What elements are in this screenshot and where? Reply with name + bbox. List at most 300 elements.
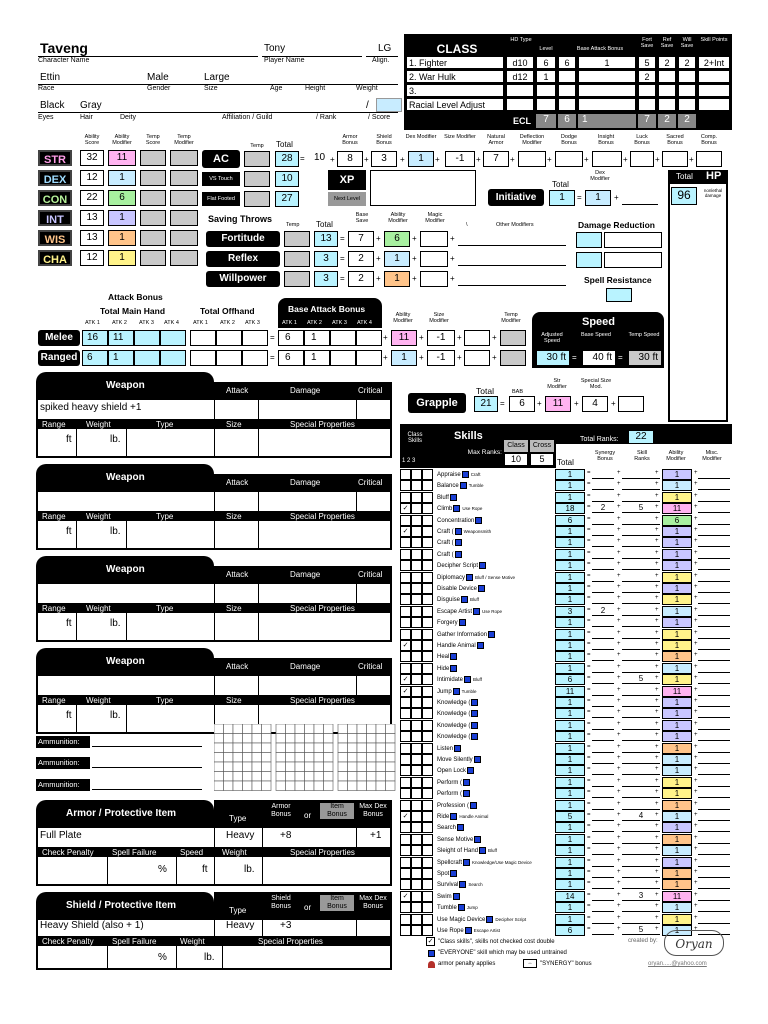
skill-class-check-2[interactable] (411, 674, 422, 685)
skill-misc[interactable] (698, 914, 730, 924)
skill-class-check-2[interactable] (411, 526, 422, 537)
skill-class-check-3[interactable] (422, 708, 433, 719)
save-reflex-base[interactable]: 2 (348, 251, 374, 267)
skill-total[interactable]: 1 (555, 788, 585, 799)
skill-class-check-2[interactable] (411, 617, 422, 628)
save-reflex-total[interactable]: 3 (314, 251, 338, 267)
skill-total[interactable]: 1 (555, 731, 585, 742)
skill-total[interactable]: 1 (555, 879, 585, 890)
class-row-bab1[interactable] (558, 70, 576, 83)
ranged-main-atk1[interactable]: 6 (82, 350, 108, 366)
melee-main-atk2[interactable]: 11 (108, 330, 134, 346)
skill-synergy[interactable] (592, 663, 614, 673)
skill-synergy[interactable] (592, 469, 614, 479)
skill-total[interactable]: 1 (555, 526, 585, 537)
skill-misc[interactable] (698, 640, 730, 650)
skill-total[interactable]: 1 (555, 537, 585, 548)
skill-class-check-3[interactable] (422, 754, 433, 765)
skill-class-check-1[interactable] (400, 708, 411, 719)
skill-class-check-3[interactable] (422, 503, 433, 514)
ac-deflection[interactable] (518, 151, 546, 167)
skill-misc[interactable] (698, 526, 730, 536)
hp-value[interactable]: 96 (671, 187, 697, 205)
skill-total[interactable]: 1 (555, 697, 585, 708)
skill-class-check-1[interactable] (400, 583, 411, 594)
skill-class-check-1[interactable] (400, 800, 411, 811)
skill-synergy[interactable] (592, 526, 614, 536)
skill-class-check-1[interactable]: ✓ (400, 811, 411, 822)
skill-total[interactable]: 1 (555, 549, 585, 560)
skill-class-check-2[interactable] (411, 583, 422, 594)
skill-misc[interactable] (698, 503, 730, 513)
ranged-off-atk3[interactable] (242, 350, 268, 366)
skill-class-check-2[interactable] (411, 594, 422, 605)
class-row-will[interactable] (678, 70, 696, 83)
skill-class-check-3[interactable] (422, 777, 433, 788)
class-row-bab1[interactable]: 6 (558, 56, 576, 69)
class-row-fort[interactable] (638, 84, 656, 97)
skill-class-check-3[interactable] (422, 857, 433, 868)
melee-ability[interactable]: 11 (391, 330, 417, 346)
skill-class-check-1[interactable] (400, 902, 411, 913)
skill-synergy[interactable] (592, 800, 614, 810)
skill-ability-mod[interactable]: 1 (662, 480, 692, 491)
skill-total[interactable]: 11 (555, 686, 585, 697)
skill-class-check-1[interactable] (400, 879, 411, 890)
spell-resistance-field[interactable] (606, 288, 632, 302)
skill-class-check-2[interactable] (411, 503, 422, 514)
skill-ability-mod[interactable]: 1 (662, 708, 692, 719)
skill-misc[interactable] (698, 811, 730, 821)
skill-class-check-2[interactable] (411, 845, 422, 856)
base-speed[interactable] (582, 350, 616, 366)
skill-ability-mod[interactable]: 1 (662, 651, 692, 662)
skill-class-check-2[interactable] (411, 663, 422, 674)
skill-synergy[interactable] (592, 925, 614, 935)
skill-ranks[interactable]: 5 (622, 503, 660, 513)
skill-synergy[interactable] (592, 572, 614, 582)
skill-class-check-2[interactable] (411, 469, 422, 480)
skill-class-check-3[interactable] (422, 651, 433, 662)
melee-off-atk1[interactable] (190, 330, 216, 346)
ac-flat-temp[interactable] (244, 191, 270, 207)
skill-class-check-3[interactable] (422, 526, 433, 537)
skill-misc[interactable] (698, 560, 730, 570)
skill-synergy[interactable] (592, 720, 614, 730)
skill-total[interactable]: 1 (555, 480, 585, 491)
melee-bab3[interactable] (330, 330, 356, 346)
skill-ability-mod[interactable]: 1 (662, 617, 692, 628)
skill-class-check-1[interactable] (400, 537, 411, 548)
save-willpower-other[interactable] (458, 285, 566, 286)
skill-ability-mod[interactable]: 1 (662, 629, 692, 640)
ac-dodge[interactable] (555, 151, 583, 167)
skill-class-check-1[interactable] (400, 834, 411, 845)
ac-armor[interactable]: 8 (337, 151, 363, 167)
skill-class-check-3[interactable] (422, 697, 433, 708)
skill-synergy[interactable] (592, 640, 614, 650)
ac-comp[interactable] (696, 151, 722, 167)
skill-total[interactable]: 1 (555, 800, 585, 811)
skill-misc[interactable] (698, 708, 730, 718)
ability-wis-score[interactable]: 13 (80, 230, 104, 246)
skill-class-check-1[interactable] (400, 560, 411, 571)
class-row-will[interactable] (678, 98, 696, 111)
skill-total[interactable]: 1 (555, 651, 585, 662)
skill-class-check-2[interactable] (411, 743, 422, 754)
skill-synergy[interactable] (592, 845, 614, 855)
skill-class-check-3[interactable] (422, 674, 433, 685)
save-willpower-total[interactable]: 3 (314, 271, 338, 287)
ranged-bab4[interactable] (356, 350, 382, 366)
xp-field[interactable] (370, 170, 476, 206)
skill-class-check-1[interactable] (400, 594, 411, 605)
skill-class-check-1[interactable]: ✓ (400, 640, 411, 651)
skill-ability-mod[interactable]: 1 (662, 720, 692, 731)
save-reflex-temp[interactable] (284, 251, 310, 267)
skill-ability-mod[interactable]: 1 (662, 526, 692, 537)
ability-wis-mod[interactable]: 1 (108, 230, 136, 246)
skill-class-check-2[interactable] (411, 686, 422, 697)
skill-synergy[interactable] (592, 583, 614, 593)
ammo-field-3[interactable] (92, 789, 202, 790)
skill-synergy[interactable] (592, 686, 614, 696)
skill-class-check-2[interactable] (411, 800, 422, 811)
skill-class-check-1[interactable]: ✓ (400, 891, 411, 902)
skill-total[interactable]: 1 (555, 492, 585, 503)
character-name[interactable]: Taveng (40, 40, 88, 56)
skill-class-check-1[interactable] (400, 731, 411, 742)
class-max-ranks[interactable]: 10 (504, 453, 528, 466)
class-row-skill[interactable] (698, 98, 730, 111)
skill-class-check-3[interactable] (422, 765, 433, 776)
skill-misc[interactable] (698, 651, 730, 661)
class-row-skill[interactable]: 2+Int (698, 56, 730, 69)
skill-synergy[interactable] (592, 857, 614, 867)
skill-misc[interactable] (698, 731, 730, 741)
skill-ability-mod[interactable]: 1 (662, 777, 692, 788)
hair[interactable]: Gray (80, 100, 102, 111)
skill-class-check-2[interactable] (411, 914, 422, 925)
melee-main-atk3[interactable] (134, 330, 160, 346)
skill-class-check-1[interactable] (400, 720, 411, 731)
skill-class-check-2[interactable] (411, 834, 422, 845)
skill-ability-mod[interactable]: 1 (662, 925, 692, 936)
ranged-ability[interactable]: 1 (391, 350, 417, 366)
save-fortitude-magic[interactable] (420, 231, 448, 247)
class-row-hd[interactable]: d10 (506, 56, 534, 69)
skill-total[interactable]: 1 (555, 914, 585, 925)
skill-class-check-3[interactable] (422, 868, 433, 879)
class-row-ref[interactable] (658, 98, 676, 111)
skill-total[interactable]: 1 (555, 640, 585, 651)
skill-ability-mod[interactable]: 1 (662, 606, 692, 617)
skill-ability-mod[interactable]: 1 (662, 492, 692, 503)
skill-synergy[interactable] (592, 788, 614, 798)
skill-class-check-2[interactable] (411, 857, 422, 868)
ranged-main-atk4[interactable] (160, 350, 186, 366)
ability-cha-temp-score[interactable] (140, 250, 166, 266)
skill-total[interactable]: 1 (555, 629, 585, 640)
ranged-size[interactable]: -1 (427, 350, 455, 366)
class-row-name[interactable]: 1. Fighter (406, 56, 504, 69)
skill-ability-mod[interactable]: 1 (662, 594, 692, 605)
ranged-bab1[interactable]: 6 (278, 350, 304, 366)
skill-class-check-3[interactable] (422, 834, 433, 845)
skill-synergy[interactable] (592, 492, 614, 502)
save-reflex-other[interactable] (458, 265, 566, 266)
ability-con-mod[interactable]: 6 (108, 190, 136, 206)
ac-natural[interactable]: 7 (483, 151, 509, 167)
skill-misc[interactable] (698, 754, 730, 764)
ac-insight[interactable] (592, 151, 622, 167)
skill-class-check-3[interactable] (422, 594, 433, 605)
skill-total[interactable]: 1 (555, 572, 585, 583)
skill-class-check-3[interactable] (422, 811, 433, 822)
skill-synergy[interactable] (592, 891, 614, 901)
skill-class-check-2[interactable] (411, 537, 422, 548)
ranged-misc[interactable] (464, 350, 490, 366)
skill-class-check-3[interactable] (422, 788, 433, 799)
race[interactable]: Ettin (40, 72, 61, 83)
ability-str-temp-mod[interactable] (170, 150, 198, 166)
class-row-bab2[interactable] (578, 84, 636, 97)
save-willpower-ability[interactable]: 1 (384, 271, 410, 287)
skill-total[interactable]: 1 (555, 777, 585, 788)
save-fortitude-temp[interactable] (284, 231, 310, 247)
skill-class-check-2[interactable] (411, 891, 422, 902)
skill-ability-mod[interactable]: 11 (662, 891, 692, 902)
ability-con-temp-score[interactable] (140, 190, 166, 206)
total-ranks[interactable]: 22 (628, 430, 654, 444)
skill-ability-mod[interactable]: 1 (662, 537, 692, 548)
skill-class-check-3[interactable] (422, 515, 433, 526)
ability-str-temp-score[interactable] (140, 150, 166, 166)
skill-misc[interactable] (698, 617, 730, 627)
initiative-dex[interactable]: 1 (585, 190, 611, 206)
skill-synergy[interactable] (592, 651, 614, 661)
skill-class-check-1[interactable] (400, 914, 411, 925)
skill-misc[interactable] (698, 480, 730, 490)
skill-ability-mod[interactable]: 1 (662, 560, 692, 571)
skill-ranks[interactable]: 3 (622, 891, 660, 901)
skill-misc[interactable] (698, 594, 730, 604)
skill-ranks[interactable]: 5 (622, 674, 660, 684)
size[interactable]: Large (204, 72, 230, 83)
skill-ability-mod[interactable]: 1 (662, 697, 692, 708)
class-row-bab1[interactable] (558, 84, 576, 97)
skill-class-check-1[interactable] (400, 663, 411, 674)
skill-class-check-3[interactable] (422, 663, 433, 674)
skill-synergy[interactable] (592, 594, 614, 604)
skill-total[interactable]: 1 (555, 822, 585, 833)
skill-class-check-1[interactable] (400, 754, 411, 765)
skill-class-check-3[interactable] (422, 822, 433, 833)
skill-class-check-2[interactable] (411, 811, 422, 822)
skill-class-check-1[interactable]: ✓ (400, 686, 411, 697)
save-willpower-magic[interactable] (420, 271, 448, 287)
skill-total[interactable]: 5 (555, 811, 585, 822)
skill-class-check-1[interactable]: ✓ (400, 503, 411, 514)
grapple-size[interactable]: 4 (582, 396, 608, 412)
skill-misc[interactable] (698, 788, 730, 798)
ac-dex[interactable]: 1 (408, 151, 434, 167)
skill-class-check-1[interactable] (400, 606, 411, 617)
grapple-total[interactable]: 21 (474, 396, 498, 412)
skill-class-check-1[interactable] (400, 480, 411, 491)
skill-ability-mod[interactable]: 1 (662, 834, 692, 845)
skill-class-check-2[interactable] (411, 868, 422, 879)
skill-misc[interactable] (698, 549, 730, 559)
skill-synergy[interactable]: 2 (592, 606, 614, 616)
skill-class-check-3[interactable] (422, 560, 433, 571)
skill-synergy[interactable] (592, 674, 614, 684)
skill-total[interactable]: 1 (555, 743, 585, 754)
melee-bab1[interactable]: 6 (278, 330, 304, 346)
class-row-level[interactable] (536, 84, 556, 97)
skill-class-check-2[interactable] (411, 492, 422, 503)
ranged-temp[interactable] (500, 350, 526, 366)
ranged-main-atk2[interactable]: 1 (108, 350, 134, 366)
ability-dex-score[interactable]: 12 (80, 170, 104, 186)
skill-misc[interactable] (698, 583, 730, 593)
skill-synergy[interactable] (592, 777, 614, 787)
skill-synergy[interactable] (592, 822, 614, 832)
skill-ability-mod[interactable]: 1 (662, 902, 692, 913)
skill-class-check-1[interactable] (400, 857, 411, 868)
skill-misc[interactable] (698, 674, 730, 684)
armor-name[interactable]: Full Plate (40, 830, 82, 841)
email-link[interactable]: oryan.....@yahoo.com (648, 961, 707, 967)
skill-class-check-3[interactable] (422, 743, 433, 754)
skill-total[interactable]: 1 (555, 617, 585, 628)
skill-synergy[interactable] (592, 629, 614, 639)
skill-class-check-2[interactable] (411, 697, 422, 708)
skill-ability-mod[interactable]: 1 (662, 549, 692, 560)
ability-str-mod[interactable]: 11 (108, 150, 136, 166)
skill-synergy[interactable] (592, 697, 614, 707)
skill-class-check-3[interactable] (422, 845, 433, 856)
ability-cha-mod[interactable]: 1 (108, 250, 136, 266)
dr-value-2[interactable] (576, 252, 602, 268)
skill-class-check-2[interactable] (411, 902, 422, 913)
melee-off-atk2[interactable] (216, 330, 242, 346)
skill-ability-mod[interactable]: 1 (662, 469, 692, 480)
skill-misc[interactable] (698, 834, 730, 844)
initiative-misc[interactable] (622, 204, 658, 205)
gender[interactable]: Male (147, 72, 169, 83)
melee-misc[interactable] (464, 330, 490, 346)
ability-dex-temp-score[interactable] (140, 170, 166, 186)
skill-class-check-2[interactable] (411, 708, 422, 719)
skill-class-check-3[interactable] (422, 606, 433, 617)
skill-class-check-3[interactable] (422, 549, 433, 560)
skill-class-check-2[interactable] (411, 629, 422, 640)
skill-total[interactable]: 1 (555, 583, 585, 594)
skill-synergy[interactable] (592, 708, 614, 718)
ac-temp-field[interactable] (244, 151, 270, 167)
class-row-hd[interactable] (506, 84, 534, 97)
save-reflex-ability[interactable]: 1 (384, 251, 410, 267)
grapple-misc[interactable] (618, 396, 644, 412)
ac-luck[interactable] (630, 151, 654, 167)
class-row-skill[interactable] (698, 84, 730, 97)
skill-total[interactable]: 14 (555, 891, 585, 902)
skill-class-check-1[interactable] (400, 651, 411, 662)
skill-misc[interactable] (698, 800, 730, 810)
skill-ability-mod[interactable]: 1 (662, 845, 692, 856)
skill-ability-mod[interactable]: 11 (662, 503, 692, 514)
skill-total[interactable]: 6 (555, 515, 585, 526)
ability-dex-mod[interactable]: 1 (108, 170, 136, 186)
skill-class-check-3[interactable] (422, 686, 433, 697)
skill-class-check-3[interactable] (422, 731, 433, 742)
initiative-total[interactable]: 1 (549, 190, 575, 206)
skill-misc[interactable] (698, 492, 730, 502)
class-row-name[interactable]: 3. (406, 84, 504, 97)
skill-class-check-1[interactable] (400, 765, 411, 776)
melee-main-atk4[interactable] (160, 330, 186, 346)
skill-ranks[interactable]: 4 (622, 811, 660, 821)
skill-misc[interactable] (698, 572, 730, 582)
skill-class-check-3[interactable] (422, 537, 433, 548)
ability-cha-temp-mod[interactable] (170, 250, 198, 266)
skill-class-check-3[interactable] (422, 879, 433, 890)
class-row-hd[interactable] (506, 98, 534, 111)
skill-class-check-3[interactable] (422, 583, 433, 594)
skill-misc[interactable] (698, 777, 730, 787)
dr-type-2[interactable] (604, 252, 662, 268)
adjusted-speed[interactable] (536, 350, 570, 366)
skill-class-check-2[interactable] (411, 879, 422, 890)
skill-class-check-2[interactable] (411, 822, 422, 833)
player-name[interactable]: Tony (264, 43, 286, 54)
skill-class-check-2[interactable] (411, 731, 422, 742)
ability-str-score[interactable]: 32 (80, 150, 104, 166)
skill-class-check-2[interactable] (411, 925, 422, 936)
skill-class-check-1[interactable] (400, 629, 411, 640)
save-fortitude-total[interactable]: 13 (314, 231, 338, 247)
class-row-level[interactable]: 1 (536, 70, 556, 83)
ac-flat[interactable]: 27 (275, 191, 299, 207)
class-row-bab1[interactable] (558, 98, 576, 111)
save-reflex-magic[interactable] (420, 251, 448, 267)
skill-ability-mod[interactable]: 1 (662, 811, 692, 822)
skill-ranks[interactable]: 5 (622, 925, 660, 935)
shield-bonus[interactable]: +3 (280, 920, 292, 931)
skill-misc[interactable] (698, 902, 730, 912)
skill-synergy[interactable] (592, 515, 614, 525)
skill-class-check-1[interactable] (400, 925, 411, 936)
skill-class-check-1[interactable] (400, 777, 411, 788)
ac-touch-temp[interactable] (244, 171, 270, 187)
grapple-str[interactable]: 11 (545, 396, 571, 412)
ability-dex-temp-mod[interactable] (170, 170, 198, 186)
skill-ability-mod[interactable]: 1 (662, 572, 692, 583)
class-row-will[interactable] (678, 84, 696, 97)
skill-synergy[interactable] (592, 765, 614, 775)
skill-total[interactable]: 1 (555, 708, 585, 719)
skill-misc[interactable] (698, 686, 730, 696)
class-row-fort[interactable] (638, 98, 656, 111)
skill-class-check-2[interactable] (411, 515, 422, 526)
skill-total[interactable]: 6 (555, 925, 585, 936)
skill-misc[interactable] (698, 663, 730, 673)
skill-ability-mod[interactable]: 1 (662, 663, 692, 674)
skill-total[interactable]: 1 (555, 845, 585, 856)
skill-class-check-3[interactable] (422, 617, 433, 628)
skill-class-check-1[interactable] (400, 515, 411, 526)
